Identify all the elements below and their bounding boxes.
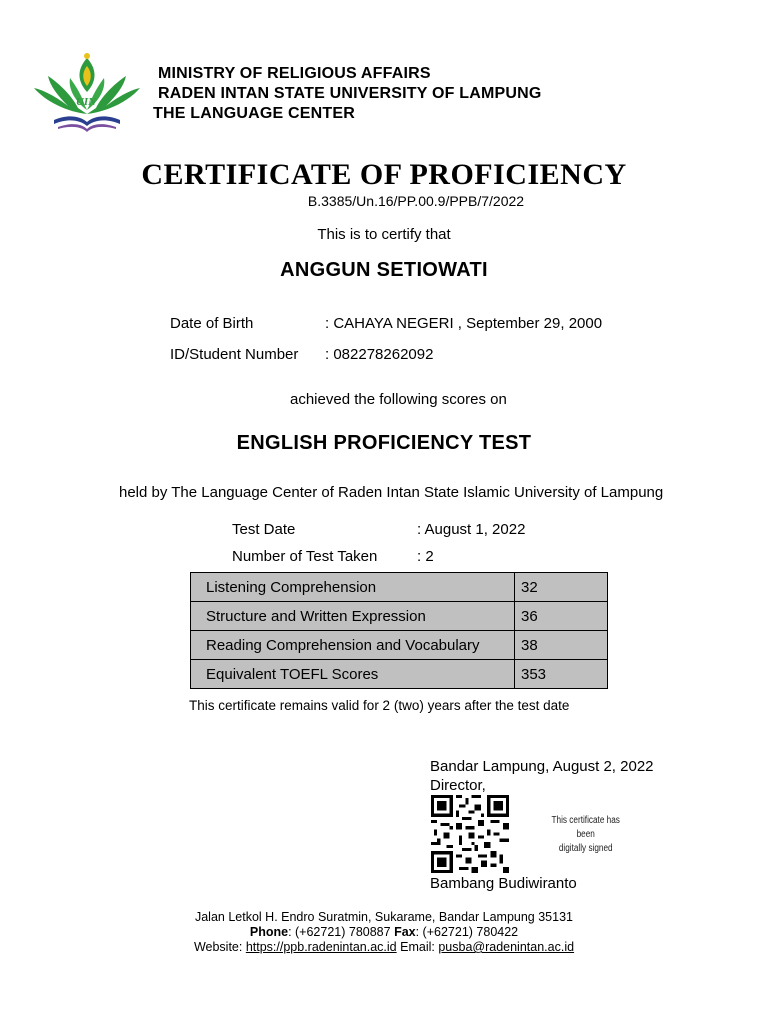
table-row [191, 573, 608, 602]
digital-signature-note [548, 814, 623, 856]
test-date-value: : August 1, 2022 [417, 521, 526, 538]
fax-value: : (+62721) 780422 [415, 925, 519, 939]
email-link[interactable]: pusba@radenintan.ac.id [438, 940, 575, 954]
score-value: 353 [515, 660, 608, 689]
ministry-heading: MINISTRY OF RELIGIOUS AFFAIRS [158, 65, 431, 82]
table-row [191, 631, 608, 660]
director-name: Bambang Budiwiranto [430, 875, 577, 892]
dob-value: : CAHAYA NEGERI , September 29, 2000 [325, 315, 603, 332]
student-id-value: : 082278262092 [325, 346, 434, 363]
university-logo-icon [28, 50, 146, 134]
fax-label: Fax [394, 925, 416, 939]
director-role: Director, [430, 777, 486, 794]
footer-address: Jalan Letkol H. Endro Suratmin, Sukarame, Bandar Lampung 35131 [194, 910, 573, 924]
validity-note: This certificate remains valid for 2 (two) years after the test date [189, 698, 570, 713]
table-row [191, 602, 608, 631]
website-label: Website: [193, 940, 243, 954]
signed-line-2: digitally signed [558, 843, 613, 854]
footer-web [0, 940, 768, 956]
certificate-title: CERTIFICATE OF PROFICIENCY [141, 158, 627, 191]
certify-text: This is to certify that [317, 226, 451, 243]
test-date-label: Test Date [232, 521, 296, 538]
language-center-heading: THE LANGUAGE CENTER [153, 105, 356, 122]
dob-label: Date of Birth [170, 315, 254, 332]
place-date: Bandar Lampung, August 2, 2022 [430, 758, 654, 775]
email-label: Email: [400, 940, 435, 954]
recipient-name: ANGGUN SETIOWATI [280, 259, 488, 281]
score-label: Listening Comprehension [191, 573, 515, 602]
student-id-label: ID/Student Number [170, 346, 299, 363]
university-heading: RADEN INTAN STATE UNIVERSITY OF LAMPUNG [158, 85, 542, 102]
test-count-label: Number of Test Taken [232, 548, 378, 565]
phone-label: Phone [249, 925, 289, 939]
score-value: 38 [515, 631, 608, 660]
phone-value: : (+62721) 780887 [288, 925, 391, 939]
footer-contacts [0, 925, 768, 941]
score-value: 32 [515, 573, 608, 602]
table-row [191, 660, 608, 689]
signed-line-1: This certificate has been [551, 815, 620, 840]
score-value: 36 [515, 602, 608, 631]
qr-code-icon [431, 795, 509, 873]
scores-table [190, 572, 608, 689]
score-label: Structure and Written Expression [191, 602, 515, 631]
score-label: Equivalent TOEFL Scores [191, 660, 515, 689]
logo-text: UIN [75, 96, 97, 108]
test-name: ENGLISH PROFICIENCY TEST [236, 432, 532, 454]
score-label: Reading Comprehension and Vocabulary [191, 631, 515, 660]
test-count-value: : 2 [417, 548, 434, 565]
held-by-text: held by The Language Center of Raden Intan State Islamic University of Lampung [119, 484, 664, 501]
certificate-number: B.3385/Un.16/PP.00.9/PPB/7/2022 [307, 193, 525, 209]
website-link[interactable]: https://ppb.radenintan.ac.id [245, 940, 397, 954]
achieved-text: achieved the following scores on [290, 391, 507, 408]
